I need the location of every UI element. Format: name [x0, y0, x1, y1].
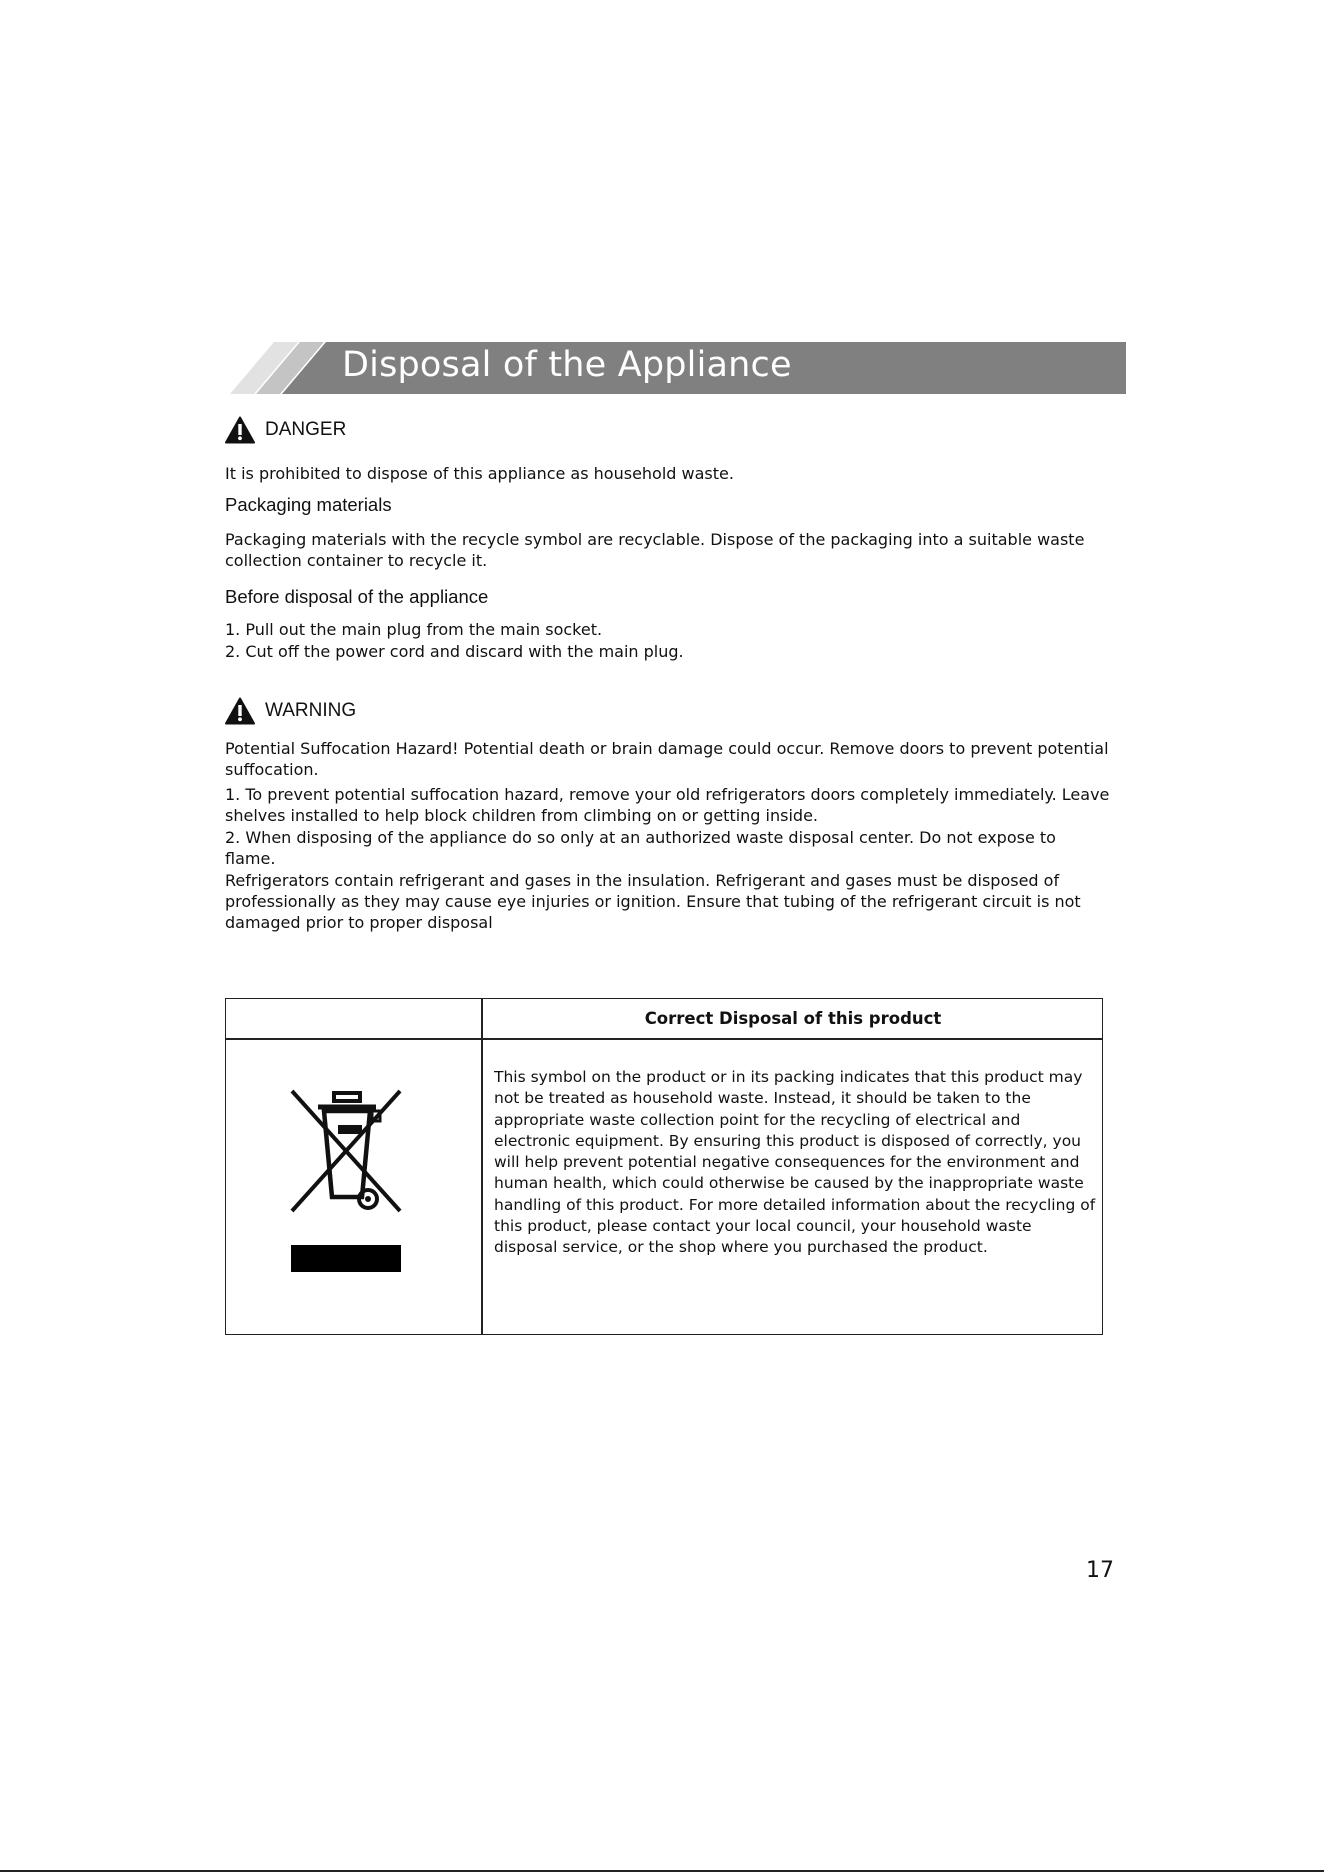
disposal-table — [225, 998, 1103, 1335]
danger-label: DANGER — [265, 419, 347, 440]
table-header: Correct Disposal of this product — [644, 1009, 942, 1028]
page-number: 17 — [1086, 1558, 1114, 1583]
table-column-divider — [481, 999, 483, 1334]
warning-label: WARNING — [265, 700, 357, 721]
warning-intro: Potential Suffocation Hazard! Potential death or brain damage could occur. Remove doors to prevent potential suffocation. — [225, 739, 1109, 779]
before-disposal-step-1: 1. Pull out the main plug from the main socket. — [225, 620, 603, 639]
crossed-out-wheeled-bin-icon — [288, 1087, 404, 1277]
before-disposal-heading: Before disposal of the appliance — [225, 586, 489, 607]
packaging-heading: Packaging materials — [225, 494, 392, 515]
danger-heading — [225, 416, 346, 444]
before-disposal-step-2: 2. Cut off the power cord and discard with the main plug. — [225, 642, 684, 661]
packaging-text: Packaging materials with the recycle symbol are recyclable. Dispose of the packaging into a suitable waste collection container to recycle it. — [225, 530, 1085, 570]
warning-item-3: Refrigerators contain refrigerant and gases in the insulation. Refrigerant and gases must be disposed of professionally as they may cause eye injuries or ignition. Ensure that tubing of the refrigerant circuit is not damaged prior to proper disposal — [225, 871, 1081, 932]
warning-triangle-icon — [225, 416, 255, 444]
danger-text: It is prohibited to dispose of this appliance as household waste. — [225, 464, 734, 483]
table-row-divider — [226, 1038, 1102, 1040]
warning-triangle-icon — [225, 697, 255, 725]
page-title: Disposal of the Appliance — [342, 345, 792, 385]
warning-item-1: 1. To prevent potential suffocation hazard, remove your old refrigerators doors completely immediately. Leave shelves installed to help block children from climbing on or getting inside. — [225, 785, 1110, 825]
table-body-text: This symbol on the product or in its packing indicates that this product may not be treated as household waste. Instead, it should be taken to the appropriate waste collection point for the recycling of electrical and electronic equipment. By ensuring this product is disposed of correctly, you will help prevent potential negative consequences for the environment and human health, which could otherwise be caused by the inappropriate waste handling of this product. For more detailed information about the recycling of this product, please contact your local council, your household waste disposal service, or the shop where you purchased the product. — [494, 1068, 1096, 1257]
section-title-banner — [230, 342, 1126, 394]
warning-heading — [225, 697, 356, 725]
warning-item-2: 2. When disposing of the appliance do so only at an authorized waste disposal center. Do not expose to flame. — [225, 828, 1056, 868]
